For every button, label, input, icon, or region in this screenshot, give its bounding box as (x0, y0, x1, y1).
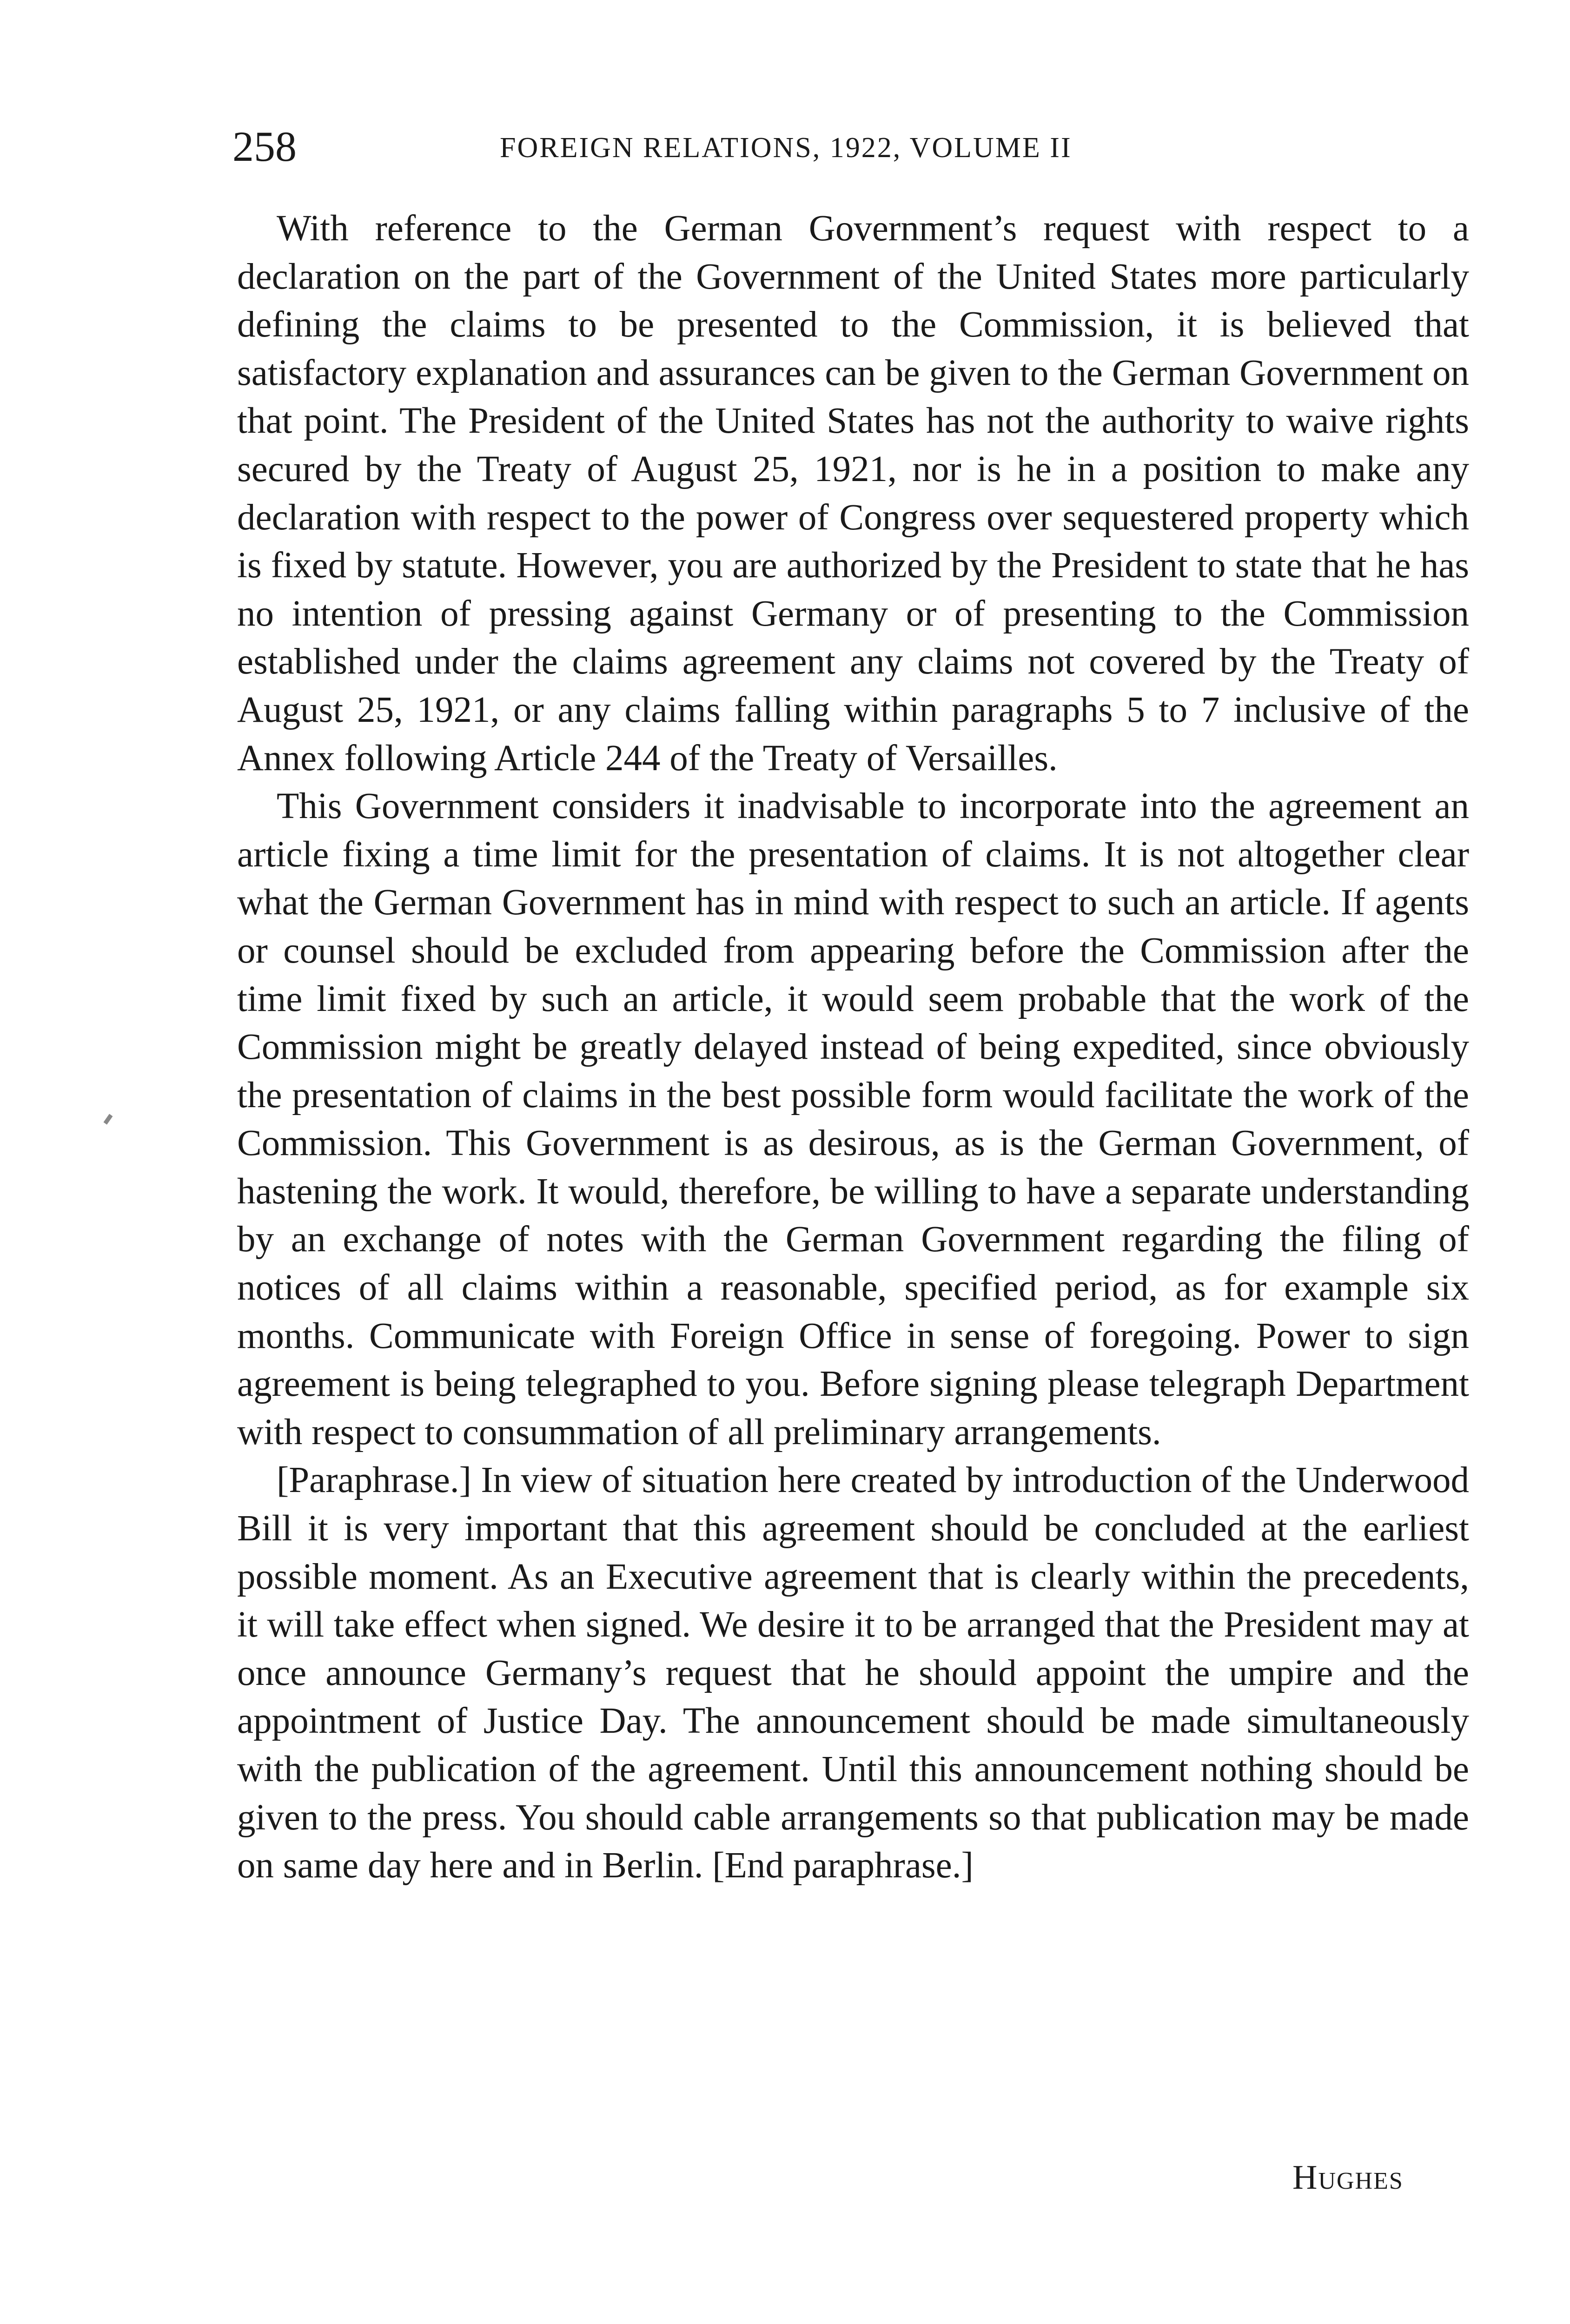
page-header (232, 119, 1467, 174)
paragraph-claims-declaration: With reference to the German Government’s request with respect to a declaration on the part of the Government of the United States more particularly defining the claims to be presented to the Commission, it is believed that satisfactory explanation and assurances can be given to the German Government on that point. The President of the United States has not the authority to waive rights secured by the Treaty of August 25, 1921, nor is he in a position to make any declaration with respect to the power of Congress over sequestered property which is fixed by statute. However, you are authorized by the President to state that he has no intention of pressing against Germany or of presenting to the Commission established under the claims agreement any claims not covered by the Treaty of August 25, 1921, or any claims falling within paragraphs 5 to 7 inclusive of the Annex following Article 244 of the Treaty of Versailles. (237, 208, 1469, 779)
document-body (237, 205, 1469, 1890)
signature-hughes: Hughes (1292, 2159, 1404, 2197)
running-title: FOREIGN RELATIONS, 1922, VOLUME II (500, 132, 1072, 164)
paragraph-time-limit: This Government considers it inadvisable to incorporate into the agreement an article fixing a time limit for the presentation of claims. It is not altogether clear what the German Government has in mind with respect to such an article. If agents or counsel should be excluded from appearing before the Commission after the time limit fixed by such an article, it would seem probable that the work of the Commission might be greatly delayed instead of being expedited, since obviously the presentation of claims in the best possible form would facilitate the work of the Commission. This Government is as desirous, as is the German Government, of hastening the work. It would, therefore, be willing to have a separate understanding by an exchange of notes with the German Government regarding the filing of notices of all claims within a reasonable, specified period, as for example six months. Communicate with Foreign Office in sense of foregoing. Power to sign agreement is being telegraphed to you. Before signing please telegraph Department with respect to consummation of all preliminary arrangements. (237, 786, 1469, 1452)
margin-mark (104, 1114, 113, 1124)
page-number: 258 (232, 123, 297, 170)
paragraph-paraphrase: [Paraphrase.] In view of situation here created by introduction of the Underwood Bill it is very important that this agreement should be concluded at the earliest possible moment. As an Executive agreement that is clearly within the precedents, it will take effect when signed. We desire it to be arranged that the President may at once announce Germany’s request that he should appoint the umpire and the appointment of Justice Day. The announcement should be made simultaneously with the publication of the agreement. Until this announcement nothing should be given to the press. You should cable arrangements so that publication may be made on same day here and in Berlin. [End paraphrase.] (237, 1460, 1469, 1886)
